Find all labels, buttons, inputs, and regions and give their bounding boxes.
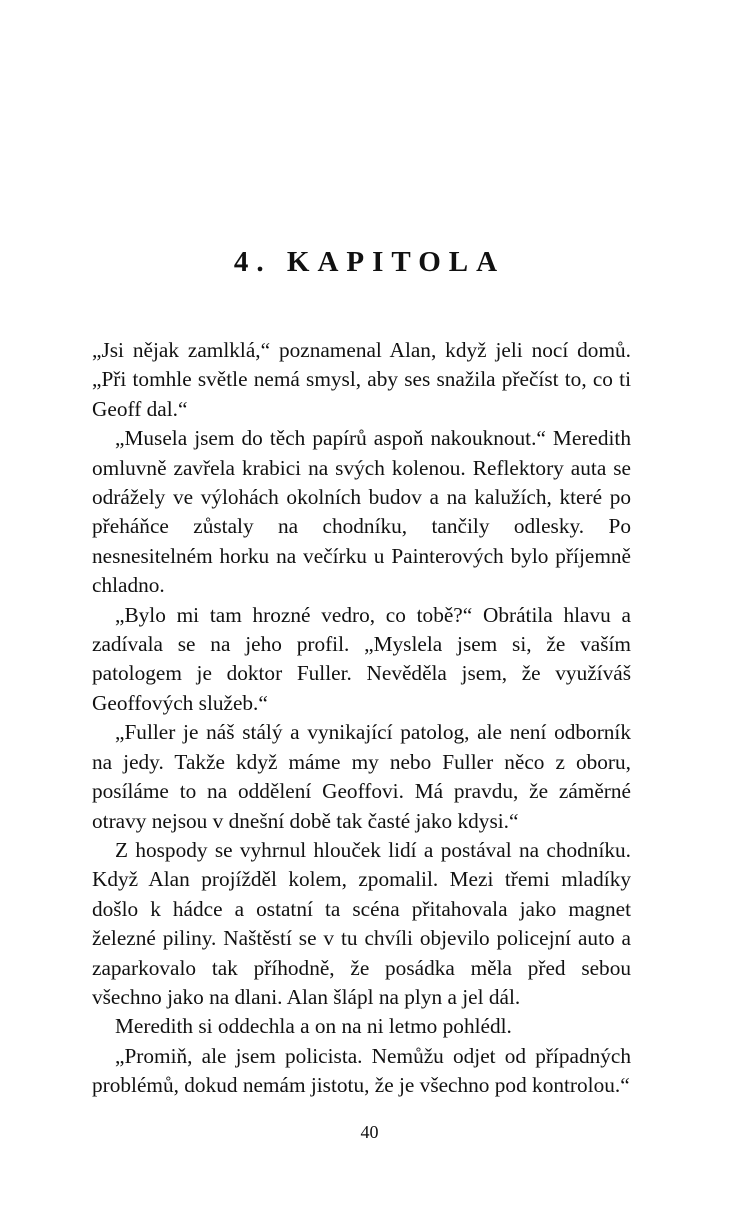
paragraph: „Musela jsem do těch papírů aspoň nakouknout.“ Meredith omluvně zavřela krabici na svých kolenou. Reflektory auta se odrážely ve výlohách okolních budov a na kalužích, které po přeháňce zůstaly na chodníku, tančily odlesky. Po nesnesitelném horku na večírku u Painterových bylo příjemně chladno. [92, 426, 631, 598]
page-number: 40 [360, 1122, 379, 1142]
paragraph: „Jsi nějak zamlklá,“ poznamenal Alan, když jeli nocí domů. „Při tomhle světle nemá smysl, aby ses snažila přečíst to, co ti Geoff dal.“ [92, 338, 631, 421]
body-text [92, 336, 631, 1101]
chapter-heading: 4. KAPITOLA [233, 246, 506, 278]
paragraph: Meredith si oddechla a on na ni letmo pohlédl. [115, 1014, 512, 1039]
paragraph: „Fuller je náš stálý a vynikající patolog, ale není odborník na jedy. Takže když máme my nebo Fuller něco z oboru, posíláme to na oddělení Geoffovi. Má pravdu, že záměrné otravy nejsou v dnešní době tak časté jako kdysi.“ [92, 720, 631, 833]
paragraph: Z hospody se vyhrnul hlouček lidí a postával na chodníku. Když Alan projížděl kolem, zpomalil. Mezi třemi mladíky došlo k hádce a ostatní ta scéna přitahovala jako magnet železné piliny. Naštěstí se v tu chvíli objevilo policejní auto a zaparkovalo tak příhodně, že posádka měla před sebou všechno jako na dlani. Alan šlápl na plyn a jel dál. [92, 837, 631, 1009]
paragraph: „Bylo mi tam hrozné vedro, co tobě?“ Obrátila hlavu a zadívala se na jeho profil. „Myslela jsem si, že vaším patologem je doktor Fuller. Nevěděla jsem, že využíváš Geoffových služeb.“ [92, 602, 631, 715]
paragraph: „Promiň, ale jsem policista. Nemůžu odjet od případných problémů, dokud nemám jistotu, že je všechno pod kontrolou.“ [92, 1043, 631, 1098]
